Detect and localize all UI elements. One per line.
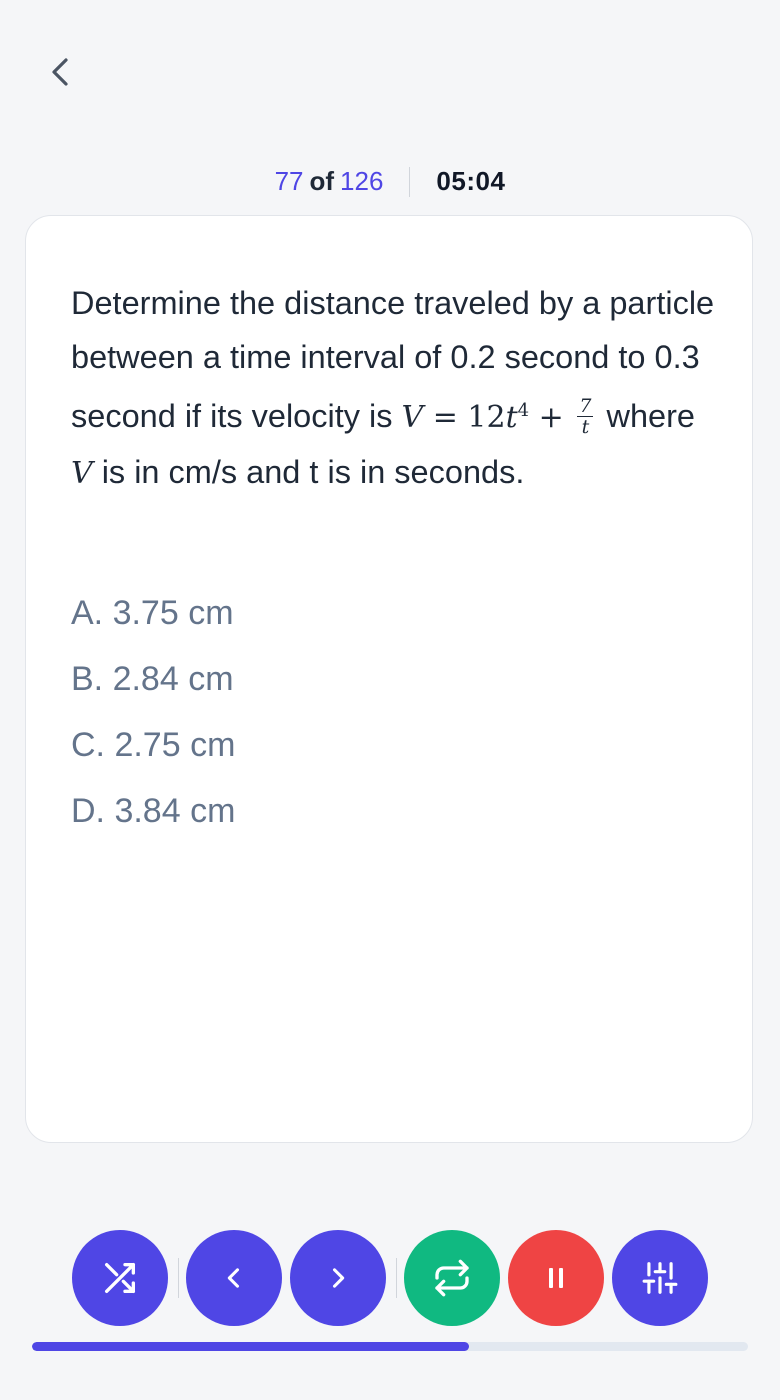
current-question-number: 77 [274,166,304,196]
shuffle-button[interactable] [72,1230,168,1326]
timer: 05:04 [436,166,506,196]
question-text-middle: where [597,398,695,434]
fraction-numerator: 7 [579,394,592,417]
shuffle-icon [100,1258,140,1298]
counter-of-label: of [309,166,335,196]
previous-button[interactable] [186,1230,282,1326]
equation-part: = 12 [423,400,506,435]
pause-icon [545,1266,567,1290]
equation-time-variable: t [505,400,518,435]
equation-plus: + [529,400,574,435]
option-d[interactable]: D. 3.84 cm [71,792,236,830]
equation-variable: V [401,400,424,435]
control-divider [178,1258,179,1298]
option-b[interactable]: B. 2.84 cm [71,660,234,698]
chevron-left-icon [49,56,71,88]
option-c[interactable]: C. 2.75 cm [71,726,236,764]
back-button[interactable] [40,52,80,92]
control-bar [0,1230,780,1326]
settings-button[interactable] [612,1230,708,1326]
repeat-button[interactable] [404,1230,500,1326]
question-counter [275,166,384,197]
pause-button[interactable] [508,1230,604,1326]
quiz-header [0,166,780,197]
chevron-left-icon [220,1264,248,1292]
chevron-right-icon [324,1264,352,1292]
sliders-icon [641,1259,679,1297]
velocity-variable: V [71,456,93,491]
question-text-after: is in cm/s and t is in seconds. [92,454,525,490]
progress-bar [32,1342,748,1351]
fraction-denominator: t [581,415,590,438]
header-divider [409,167,410,197]
equation-fraction [577,396,593,437]
repeat-icon [432,1258,472,1298]
question-card [25,215,753,1143]
question-text [71,276,721,501]
progress-fill [32,1342,469,1351]
velocity-equation [401,394,598,438]
control-divider [396,1258,397,1298]
answer-options [71,592,235,856]
question-text-before: Determine the distance traveled by a particle between a time interval of 0.2 second to 0.3 second if its velocity is [71,285,715,434]
equation-exponent: 4 [517,400,530,421]
next-button[interactable] [290,1230,386,1326]
option-a[interactable]: A. 3.75 cm [71,594,234,632]
total-questions: 126 [340,166,384,196]
